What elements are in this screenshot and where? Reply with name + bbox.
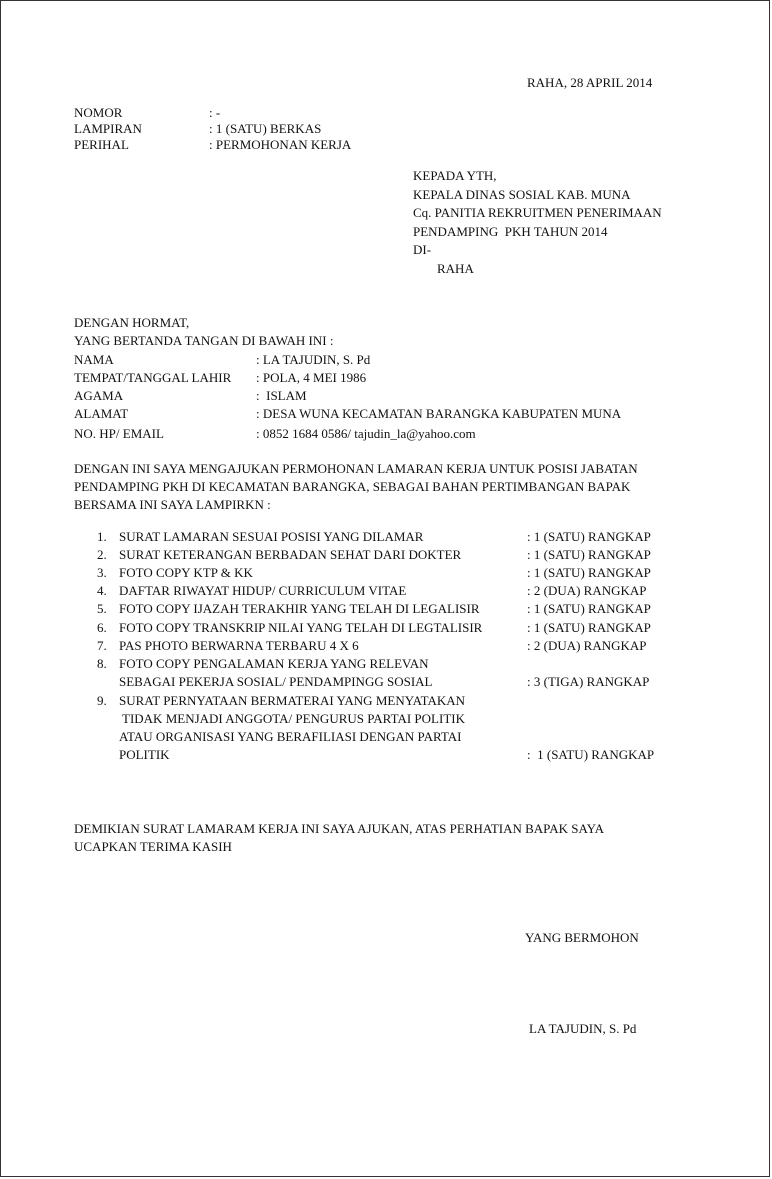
recipient-line: Cq. PANITIA REKRUITMEN PENERIMAAN (413, 205, 662, 220)
attachment-text: PAS PHOTO BERWARNA TERBARU 4 X 6 (119, 638, 359, 653)
attachment-text: FOTO COPY TRANSKRIP NILAI YANG TELAH DI LEGTALISIR (119, 620, 483, 635)
closing-line: DEMIKIAN SURAT LAMARAM KERJA INI SAYA AJUKAN, ATAS PERHATIAN BAPAK SAYA (74, 821, 605, 836)
attachment-text: SURAT PERNYATAAN BERMATERAI YANG MENYATAKAN (119, 693, 466, 708)
attachment-qty: : 1 (SATU) RANGKAP (527, 747, 655, 762)
attachment-qty: : 3 (TIGA) RANGKAP (527, 674, 650, 689)
closing-line: UCAPKAN TERIMA KASIH (74, 839, 232, 854)
signer-name: LA TAJUDIN, S. Pd (529, 1021, 637, 1036)
greeting: DENGAN HORMAT, (74, 315, 190, 330)
intro-line: YANG BERTANDA TANGAN DI BAWAH INI : (74, 333, 334, 348)
identity-label: AGAMA (74, 388, 124, 403)
body-line: DENGAN INI SAYA MENGAJUKAN PERMOHONAN LAMARAN KERJA UNTUK POSISI JABATAN (74, 461, 638, 476)
letter-date: RAHA, 28 APRIL 2014 (527, 75, 653, 90)
attachment-number: 5. (97, 601, 107, 616)
identity-label: NAMA (74, 352, 114, 367)
lampiran-label: LAMPIRAN (74, 121, 142, 136)
signoff-text: YANG BERMOHON (525, 930, 639, 945)
attachment-text: SURAT KETERANGAN BERBADAN SEHAT DARI DOKTER (119, 547, 462, 562)
attachment-qty: : 2 (DUA) RANGKAP (527, 638, 647, 653)
nomor-label: NOMOR (74, 105, 123, 120)
attachment-text: FOTO COPY IJAZAH TERAKHIR YANG TELAH DI LEGALISIR (119, 601, 480, 616)
attachment-number: 1. (97, 529, 107, 544)
attachment-text: POLITIK (119, 747, 170, 762)
attachment-qty: : 1 (SATU) RANGKAP (527, 620, 651, 635)
perihal-label: PERIHAL (74, 137, 129, 152)
identity-value: : 0852 1684 0586/ tajudin_la@yahoo.com (256, 426, 476, 441)
attachment-qty: : 1 (SATU) RANGKAP (527, 565, 651, 580)
attachment-text: SEBAGAI PEKERJA SOSIAL/ PENDAMPINGG SOSIAL (119, 674, 433, 689)
attachment-text: FOTO COPY PENGALAMAN KERJA YANG RELEVAN (119, 656, 429, 671)
identity-value: : POLA, 4 MEI 1986 (256, 370, 367, 385)
attachment-number: 9. (97, 693, 107, 708)
recipient-line: KEPALA DINAS SOSIAL KAB. MUNA (413, 187, 631, 202)
identity-value: : ISLAM (256, 388, 307, 403)
identity-label: ALAMAT (74, 406, 129, 421)
attachment-number: 3. (97, 565, 107, 580)
attachment-qty: : 1 (SATU) RANGKAP (527, 547, 651, 562)
attachment-text: SURAT LAMARAN SESUAI POSISI YANG DILAMAR (119, 529, 424, 544)
attachment-number: 7. (97, 638, 107, 653)
attachment-number: 4. (97, 583, 107, 598)
perihal-value: : PERMOHONAN KERJA (209, 137, 352, 152)
identity-value: : LA TAJUDIN, S. Pd (256, 352, 371, 367)
identity-label: NO. HP/ EMAIL (74, 426, 164, 441)
body-line: BERSAMA INI SAYA LAMPIRKN : (74, 497, 271, 512)
attachment-qty: : 2 (DUA) RANGKAP (527, 583, 647, 598)
attachment-text: TIDAK MENJADI ANGGOTA/ PENGURUS PARTAI POLITIK (119, 711, 465, 726)
attachment-number: 8. (97, 656, 107, 671)
lampiran-value: : 1 (SATU) BERKAS (209, 121, 322, 136)
body-line: PENDAMPING PKH DI KECAMATAN BARANGKA, SEBAGAI BAHAN PERTIMBANGAN BAPAK (74, 479, 631, 494)
nomor-value: : - (209, 105, 221, 120)
identity-value: : DESA WUNA KECAMATAN BARANGKA KABUPATEN MUNA (256, 406, 622, 421)
recipient-line: RAHA (437, 261, 474, 276)
attachment-text: DAFTAR RIWAYAT HIDUP/ CURRICULUM VITAE (119, 583, 407, 598)
identity-label: TEMPAT/TANGGAL LAHIR (74, 370, 232, 385)
recipient-line: KEPADA YTH, (413, 168, 497, 183)
recipient-line: PENDAMPING PKH TAHUN 2014 (413, 224, 608, 239)
attachment-number: 6. (97, 620, 107, 635)
attachment-qty: : 1 (SATU) RANGKAP (527, 601, 651, 616)
attachment-text: FOTO COPY KTP & KK (119, 565, 253, 580)
recipient-line: DI- (413, 242, 432, 257)
attachment-number: 2. (97, 547, 107, 562)
attachment-text: ATAU ORGANISASI YANG BERAFILIASI DENGAN PARTAI (119, 729, 462, 744)
attachment-qty: : 1 (SATU) RANGKAP (527, 529, 651, 544)
